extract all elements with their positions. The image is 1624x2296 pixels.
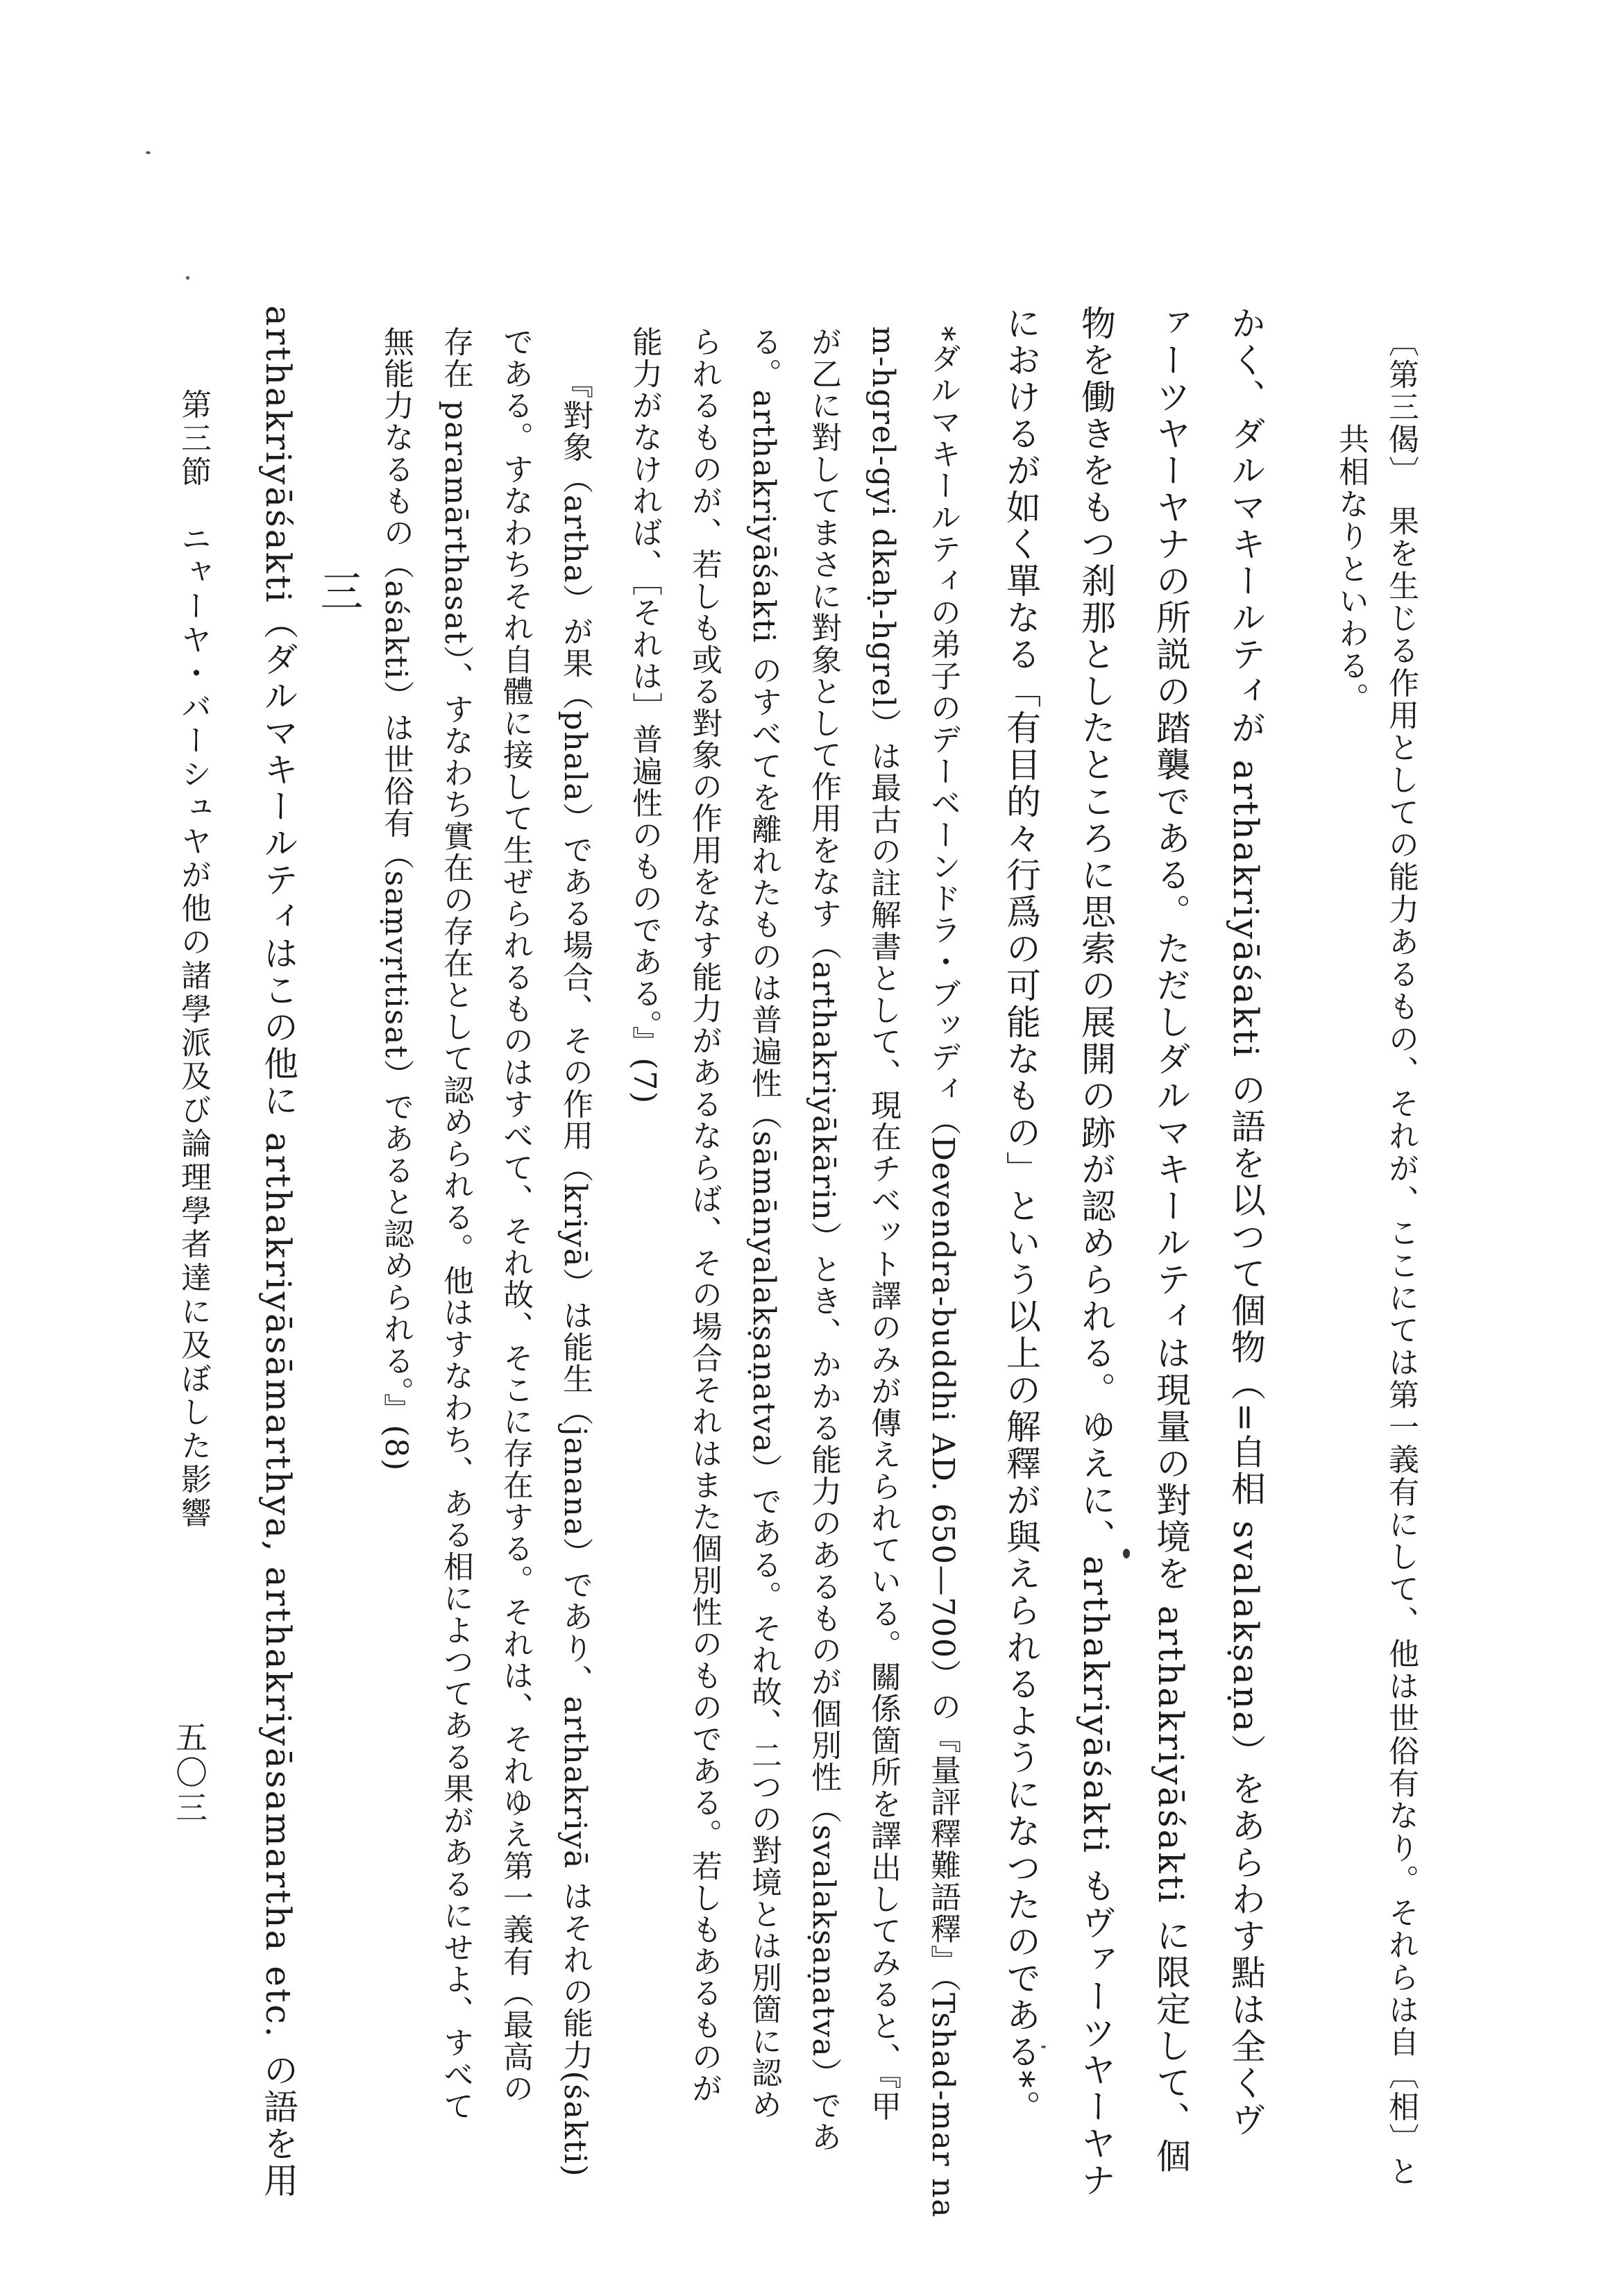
- body-line: かく、ダルマキールティが arthakriyāśakti の語を以つて個物（=自相 svalakṣaṇa）をあらわす點は全くヴ: [1226, 305, 1266, 2138]
- body-line: 物を働きをもつ刹那としたところに思索の展開の跡が認められる。ゆえに、arthakriyāśakti もヴァーツヤーヤナ: [1076, 305, 1116, 2199]
- footnote-line: 能力がなければ、［それは］普遍性のものである。』(7): [627, 326, 662, 1105]
- quotation-line: 『對象（artha）が果（phala）である場合、その作用（kriyā）は能生（janana）であり、arthakriyā はそれの能力(śakti): [557, 368, 593, 2178]
- footnote-line: る。arthakriyāśakti のすべてを離れたものは普遍性（sāmānyalakṣaṇatva）である。それ故、二つの對境とは別箇に認め: [746, 326, 781, 2120]
- running-head: 第三節 ニャーヤ・バーシュヤが他の諸學派及び論理學者達に及ぼした影響: [176, 389, 211, 1531]
- footnote-line: が乙に對してまさに對象として作用をなす（arthakriyākārin）とき、かかる能力のあるものが個別性（svalakṣaṇatva）であ: [806, 326, 841, 2153]
- footnote-line: られるものが、若しも或る對象の作用をなす能力があるならば、その場合それはまた個別性のものである。若しもあるものが: [686, 326, 722, 2104]
- section-number: 三: [313, 569, 364, 612]
- footnote-line: *ダルマキールティの弟子のデーベーンドラ・ブッディ（Devendra-buddhi AD. 650—700）の『量評釋難語釋』（Tshad-mar na: [925, 326, 961, 2219]
- body-line: arthakriyāśakti（ダルマキールティはこの他に arthakriyāsāmarthya, arthakriyāsamartha etc. の語を用: [258, 305, 298, 2200]
- quotation-line: 無能力なるもの（aśakti）は世俗有（saṃvṛttisat）であると認められる。』(8): [378, 326, 414, 1472]
- quotation-line: 存在 paramārthasat）、すなわち實在の存在として認められる。他はすなわち、ある相によつてある果があるにせよ、すべて: [438, 326, 473, 2123]
- body-line: ァーツヤーヤナの所説の踏襲である。ただしダルマキールティは現量の對境を arthakriyāśakti に限定して、個: [1151, 305, 1191, 2175]
- quotation-line: である。すなわちそれ自體に接して生ぜられるものはすべて、それ故、そこに存在する。それは、それゆえ第一義有（最高の: [498, 326, 533, 2104]
- verse-line: 共相なりといわる。: [1333, 423, 1369, 715]
- scan-speck: [186, 276, 189, 280]
- footnote-line: m-hgrel-gyi dkaḥ-hgrel）は最古の註解書として、現在チベット譯のみが傳えられている。關係箇所を譯出してみると、『甲: [865, 326, 901, 2123]
- page-number: 五〇三: [171, 1721, 208, 1826]
- body-line: におけるが如く單なる「有目的々行爲の可能なもの」という以上の解釋が與えられるようになつたのである*。: [1001, 305, 1041, 2127]
- scan-speck: [1041, 2046, 1046, 2048]
- verse-line: 〔第三偈〕 果を生じる作用としての能力あるもの、それが、ここにては第一義有にして、他は世俗有なり。それらは自〔相〕と: [1383, 326, 1419, 2188]
- scan-speck: [146, 151, 151, 154]
- scan-speck: [1123, 1549, 1130, 1558]
